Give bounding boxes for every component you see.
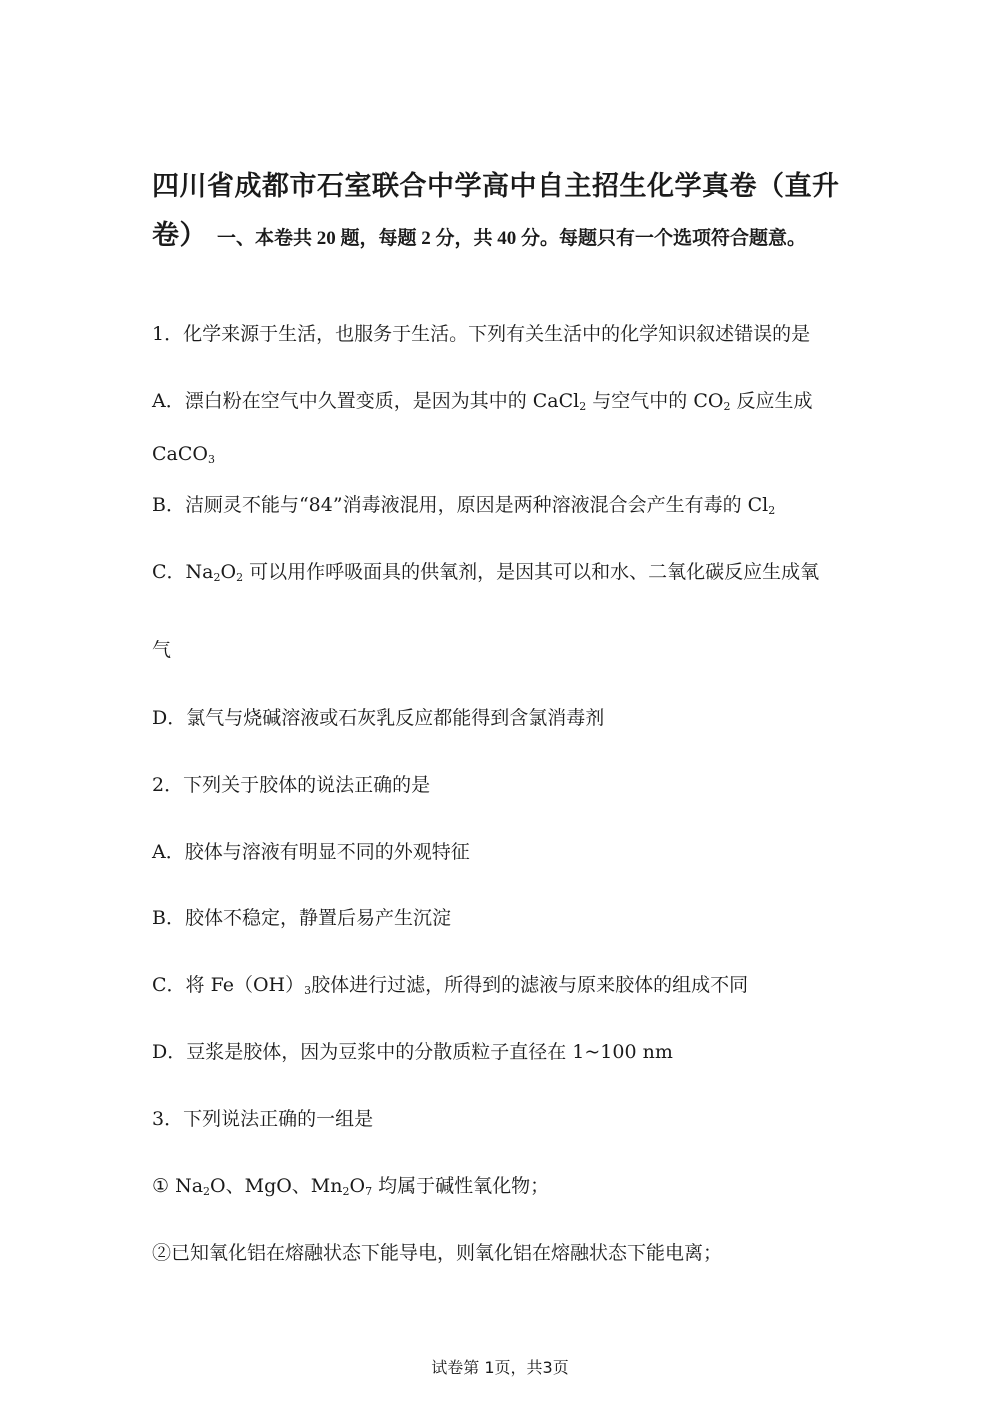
q2c-text-1: C．将 Fe（OH）: [152, 974, 305, 996]
question-2-option-d: D．豆浆是胶体，因为豆浆中的分散质粒子直径在 1~100 nm: [152, 1041, 673, 1063]
q3-1-sub-1: 2: [203, 1185, 211, 1198]
q2c-sub: 3: [304, 984, 312, 997]
q1a-cont-text: CaCO: [152, 443, 208, 465]
q1a-sub-1: 2: [579, 400, 587, 413]
section-heading: 一、本卷共 20 题，每题 2 分，共 40 分。每题只有一个选项符合题意。: [217, 228, 807, 249]
q3-1-text-2: O、MgO、Mn: [210, 1175, 343, 1197]
q1b-text: B．洁厕灵不能与“84”消毒液混用，原因是两种溶液混合会产生有毒的 Cl: [152, 494, 769, 516]
question-1-option-c-continued: 气: [152, 639, 172, 661]
q3-1-sub-2: 2: [342, 1185, 350, 1198]
question-2-option-c: [152, 972, 748, 998]
q1c-text-3: 可以用作呼吸面具的供氧剂，是因其可以和水、二氧化碳反应生成氧: [243, 561, 820, 583]
q1c-sub-2: 2: [236, 571, 244, 584]
question-1-stem: 1．化学来源于生活，也服务于生活。下列有关生活中的化学知识叙述错误的是: [152, 323, 811, 345]
q1c-text-1: C．Na: [152, 561, 214, 583]
question-3-stem: 3．下列说法正确的一组是: [152, 1108, 374, 1130]
q3-1-text-4: 均属于碱性氧化物；: [372, 1175, 550, 1197]
q3-1-text-1: ① Na: [152, 1175, 204, 1197]
question-3-item-1: [152, 1173, 549, 1199]
question-2-option-a: A．胶体与溶液有明显不同的外观特征: [152, 841, 470, 863]
question-1-option-a-continued: [152, 441, 215, 467]
question-3-item-2: ②已知氧化铝在熔融状态下能导电，则氧化铝在熔融状态下能电离；: [152, 1242, 723, 1264]
q1c-sub-1: 2: [213, 571, 221, 584]
question-1-option-c: [152, 559, 819, 585]
question-2-stem: 2．下列关于胶体的说法正确的是: [152, 774, 431, 796]
exam-title-line2: [152, 221, 806, 254]
q2c-text-2: 胶体进行过滤，所得到的滤液与原来胶体的组成不同: [311, 974, 749, 996]
q3-1-sub-3: 7: [365, 1185, 373, 1198]
question-1-option-d: D．氯气与烧碱溶液或石灰乳反应都能得到含氯消毒剂: [152, 707, 605, 729]
q3-1-text-3: O: [349, 1175, 366, 1197]
q1a-text-3: 反应生成: [730, 390, 813, 412]
question-1-option-a: [152, 388, 813, 414]
q1a-sub-2: 2: [723, 400, 731, 413]
question-2-option-b: B．胶体不稳定，静置后易产生沉淀: [152, 907, 451, 929]
question-1-option-b: [152, 492, 775, 518]
page-footer: 试卷第 1页，共3页: [431, 1358, 569, 1377]
exam-title-line1: 四川省成都市石室联合中学高中自主招生化学真卷（直升: [152, 171, 840, 202]
q1a-text-1: A．漂白粉在空气中久置变质，是因为其中的 CaCl: [152, 390, 580, 412]
q1c-text-2: O: [220, 561, 237, 583]
exam-title-line2-text: 卷）: [152, 220, 207, 251]
q1b-sub: 2: [768, 504, 776, 517]
q1a-text-2: 与空气中的 CO: [586, 390, 724, 412]
q1a-cont-sub: 3: [207, 453, 215, 466]
